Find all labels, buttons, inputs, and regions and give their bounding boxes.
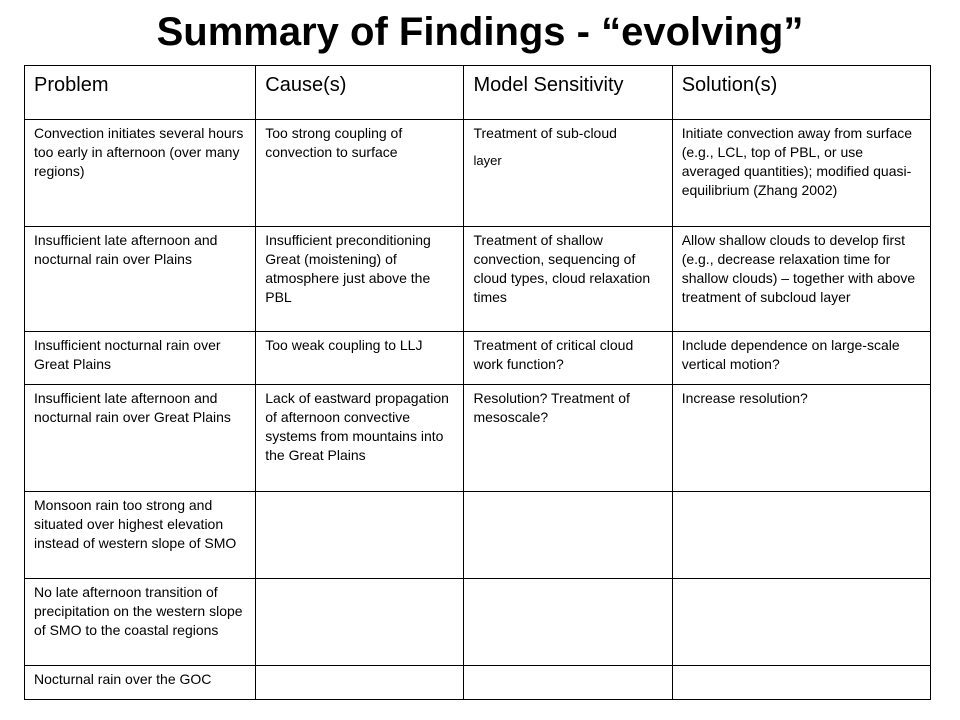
cell-solution: Include dependence on large-scale vertical motion? xyxy=(672,332,930,385)
table-row xyxy=(25,492,931,579)
header-cause: Cause(s) xyxy=(256,66,464,120)
cell-model-sensitivity: Treatment of shallow convection, sequencing of cloud types, cloud relaxation times xyxy=(464,227,672,332)
table-row xyxy=(25,666,931,700)
header-problem: Problem xyxy=(25,66,256,120)
cell-cause: Lack of eastward propagation of afternoon convective systems from mountains into the Great Plains xyxy=(256,385,464,492)
findings-table xyxy=(24,65,931,700)
cell-model-sensitivity xyxy=(464,666,672,700)
table-body xyxy=(25,120,931,700)
table-row xyxy=(25,227,931,332)
table-row xyxy=(25,579,931,666)
cell-cause xyxy=(256,492,464,579)
cell-solution: Increase resolution? xyxy=(672,385,930,492)
table-header xyxy=(25,66,931,120)
cell-cause xyxy=(256,666,464,700)
cell-solution xyxy=(672,492,930,579)
cell-problem: Monsoon rain too strong and situated over highest elevation instead of western slope of SMO xyxy=(25,492,256,579)
cell-model-sensitivity: Resolution? Treatment of mesoscale? xyxy=(464,385,672,492)
cell-model-sensitivity xyxy=(464,579,672,666)
cell-problem: Insufficient late afternoon and nocturnal rain over Great Plains xyxy=(25,385,256,492)
cell-problem: Insufficient nocturnal rain over Great Plains xyxy=(25,332,256,385)
header-solution: Solution(s) xyxy=(672,66,930,120)
slide-title: Summary of Findings - “evolving” xyxy=(156,10,804,54)
header-model-sensitivity: Model Sensitivity xyxy=(464,66,672,120)
cell-cause: Too weak coupling to LLJ xyxy=(256,332,464,385)
cell-model-sensitivity-line2: layer xyxy=(473,153,502,168)
cell-solution xyxy=(672,666,930,700)
cell-model-sensitivity: Treatment of critical cloud work function? xyxy=(464,332,672,385)
table-row xyxy=(25,120,931,227)
header-row xyxy=(25,66,931,120)
cell-cause xyxy=(256,579,464,666)
cell-cause: Insufficient preconditioning Great (moistening) of atmosphere just above the PBL xyxy=(256,227,464,332)
table-row xyxy=(25,332,931,385)
cell-model-sensitivity xyxy=(464,492,672,579)
cell-problem: Nocturnal rain over the GOC xyxy=(25,666,256,700)
cell-solution: Initiate convection away from surface (e.g., LCL, top of PBL, or use averaged quantities); modified quasi-equilibrium (Zhang 2002) xyxy=(672,120,930,227)
cell-solution: Allow shallow clouds to develop first (e.g., decrease relaxation time for shallow clouds) – together with above treatment of subcloud layer xyxy=(672,227,930,332)
cell-cause: Too strong coupling of convection to surface xyxy=(256,120,464,227)
cell-problem: Insufficient late afternoon and nocturnal rain over Plains xyxy=(25,227,256,332)
cell-problem: No late afternoon transition of precipitation on the western slope of SMO to the coastal regions xyxy=(25,579,256,666)
cell-model-sensitivity xyxy=(464,120,672,227)
cell-model-sensitivity-line1: Treatment of sub-cloud xyxy=(473,125,617,141)
table-row xyxy=(25,385,931,492)
cell-solution xyxy=(672,579,930,666)
cell-problem: Convection initiates several hours too early in afternoon (over many regions) xyxy=(25,120,256,227)
